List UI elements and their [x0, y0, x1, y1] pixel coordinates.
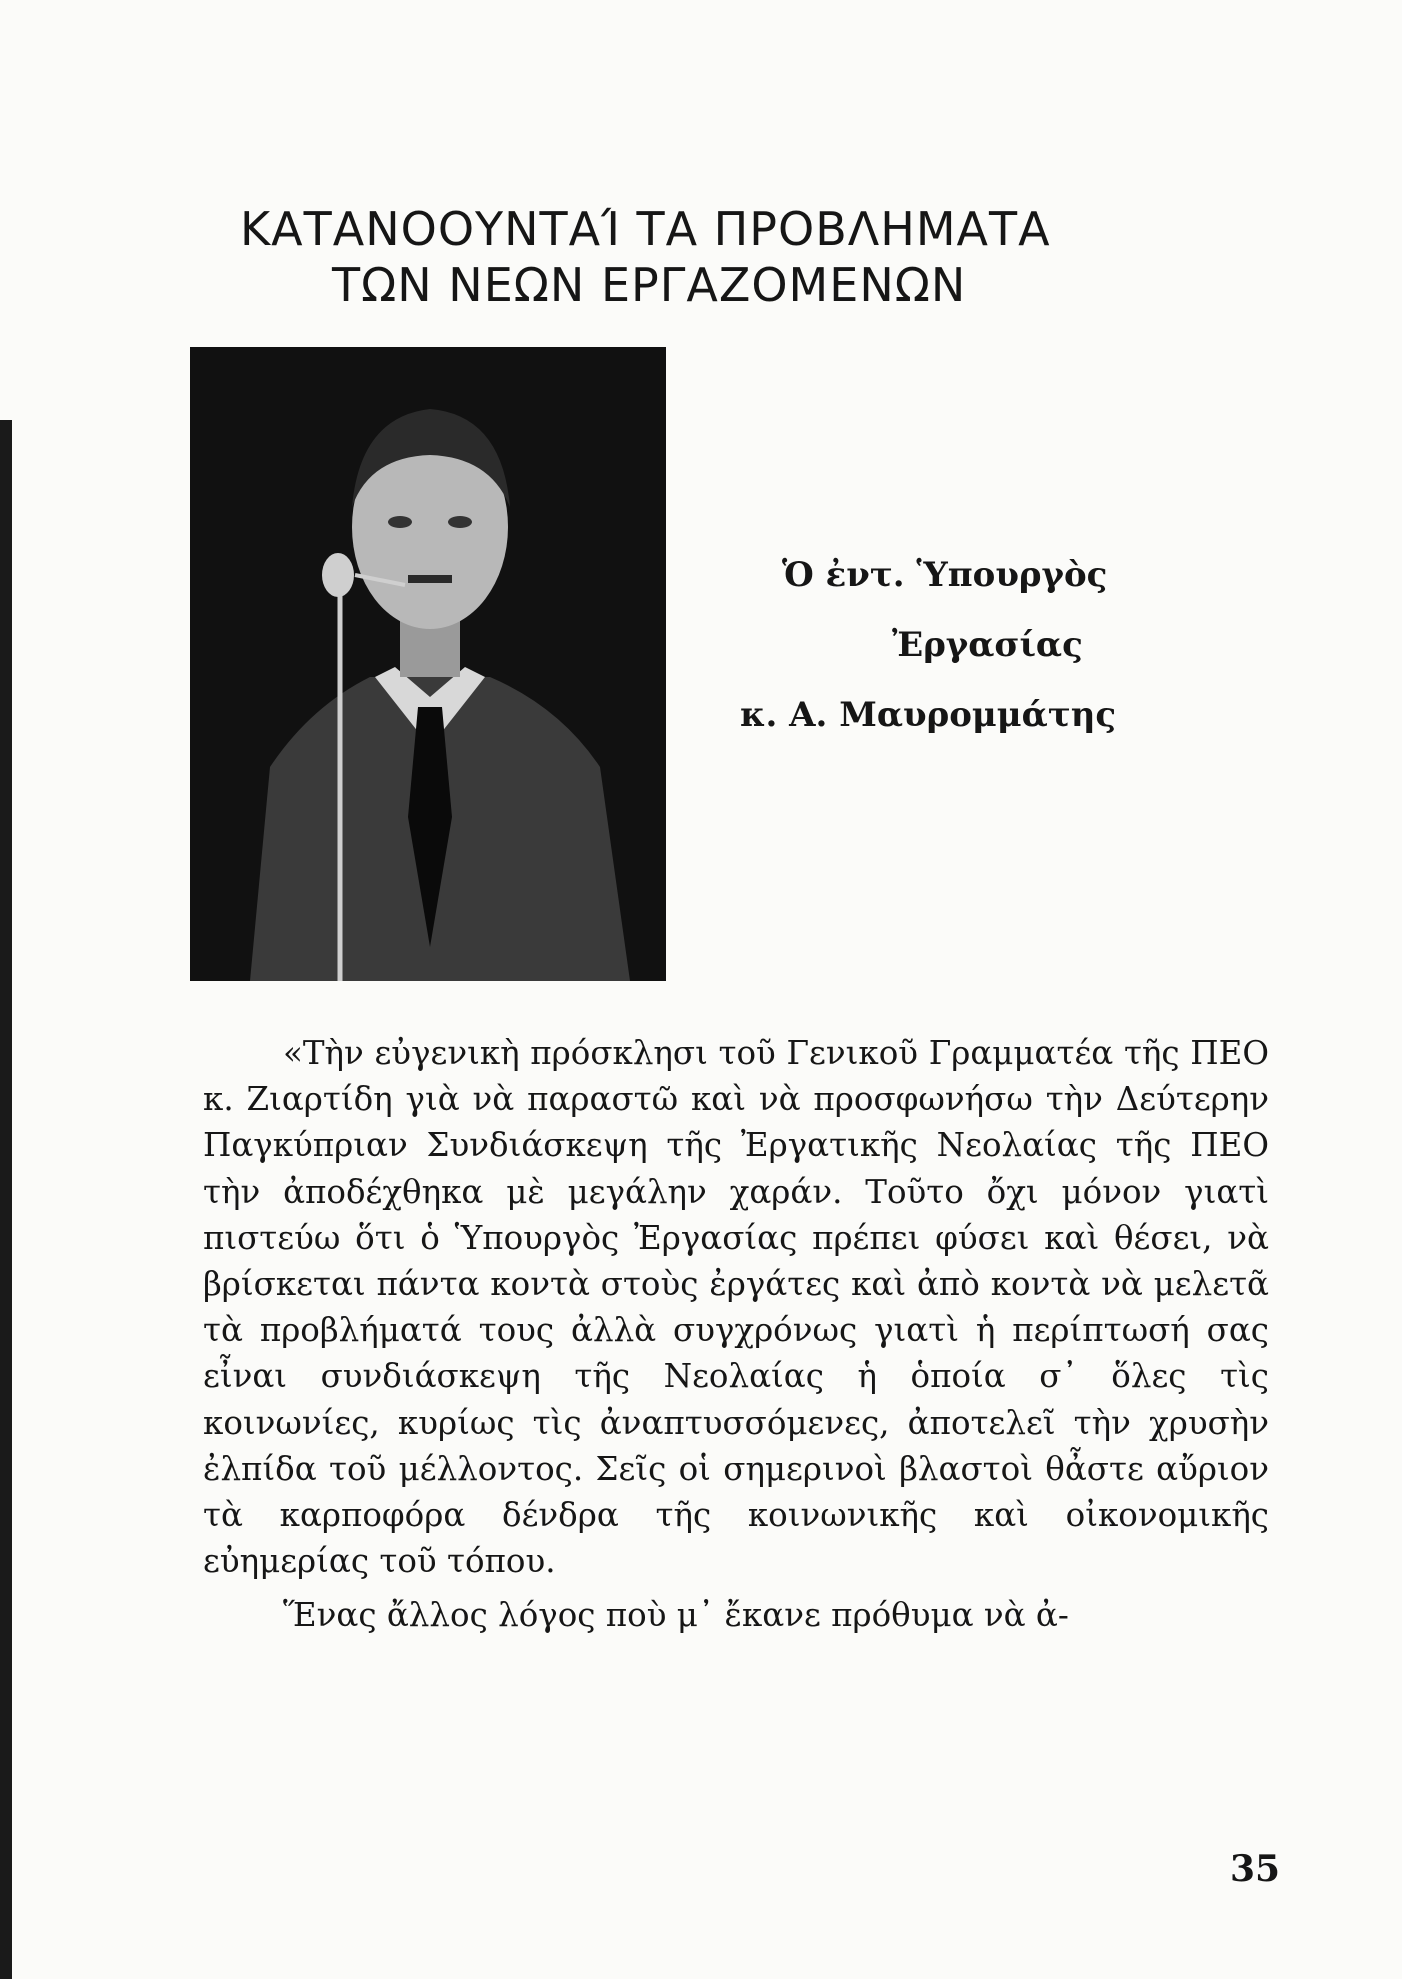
photo-caption — [740, 540, 1300, 750]
scan-edge-shadow — [0, 420, 12, 1979]
caption-line-2: Ἐργασίας — [892, 625, 1083, 665]
portrait-photo — [190, 347, 666, 981]
title-line-1: ΚΑΤΑΝΟΟΥΝΤΑΊ ΤΑ ΠΡΟΒΛΗΜΑΤΑ — [240, 201, 1051, 256]
body-paragraph: Ἕνας ἄλλος λόγος ποὺ μ᾽ ἔκανε πρόθυμα νὰ ἀ- — [283, 1596, 1069, 1635]
article-body — [203, 1030, 1269, 1639]
title-line-2: ΤΩΝ ΝΕΩΝ ΕΡΓΑΖΟΜΕΝΩΝ — [332, 257, 967, 312]
caption-line-1: Ὁ ἐντ. Ὑπουργὸς — [782, 555, 1108, 595]
article-title — [240, 201, 1120, 313]
page-number: 35 — [1230, 1848, 1281, 1890]
body-paragraph: «Τὴν εὐγενικὴ πρόσκλησι τοῦ Γενικοῦ Γραμματέα τῆς ΠΕΟ κ. Ζιαρτίδη γιὰ νὰ παραστῶ καὶ νὰ προσφωνήσω τὴν Δεύτερην Παγκύπριαν Συνδιάσκεψη τῆς Ἐργατικῆς Νεολαίας τῆς ΠΕΟ τὴν ἀποδέχθηκα μὲ μεγάλην χαράν. Τοῦτο ὄχι μόνον γιατὶ πιστεύω ὅτι ὁ Ὑπουργὸς Ἐργασίας πρέπει φύσει καὶ θέσει, νὰ βρίσκεται πάντα κοντὰ στοὺς ἐργάτες καὶ ἀπὸ κοντὰ νὰ μελετᾶ τὰ προβλήματά τους ἀλλὰ συγχρόνως γιατὶ ἡ περίπτωσή σας εἶναι συνδιάσκεψη τῆς Νεολαίας ἡ ὁποία σ᾽ ὅλες τὶς κοινωνίες, κυρίως τὶς ἀναπτυσσόμενες, ἀποτελεῖ τὴν χρυσὴν ἐλπίδα τοῦ μέλλοντος. Σεῖς οἱ σημερινοὶ βλαστοὶ θἆστε αὔριον τὰ καρποφόρα δένδρα τῆς κοινωνικῆς καὶ οἰκονομικῆς εὐημερίας τοῦ τόπου. — [203, 1034, 1269, 1581]
portrait-illustration — [190, 347, 666, 981]
caption-line-3: κ. Α. Μαυρομμάτης — [740, 695, 1117, 735]
